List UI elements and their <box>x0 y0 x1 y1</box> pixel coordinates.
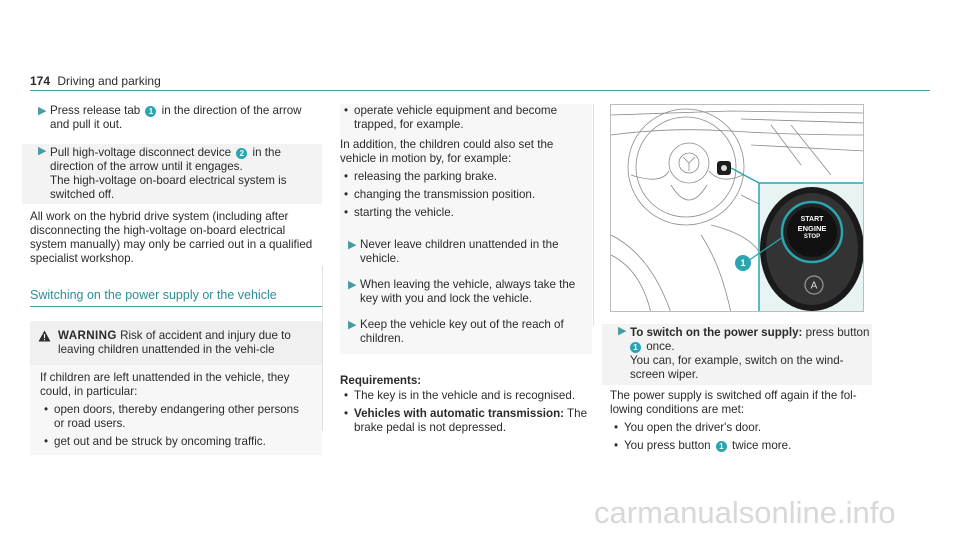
svg-text:A: A <box>810 280 818 292</box>
requirement-item: • The key is in the vehicle and is recognised. <box>340 389 592 403</box>
list-item: • open doors, thereby endangering other persons or road users. <box>40 403 312 431</box>
dashboard-illustration <box>611 105 864 312</box>
switch-off-paragraph: The power supply is switched off again if the fol-lowing conditions are met: <box>610 389 857 416</box>
warning-title: WARNING <box>58 329 117 342</box>
page-header <box>30 74 161 88</box>
marker-1-icon: 1 <box>630 342 641 353</box>
column-2-side-rule <box>593 104 594 326</box>
column-3 <box>610 324 872 453</box>
warning-triangle-icon <box>38 330 51 342</box>
step-pull-disconnect-device: ▶ Pull high-voltage disconnect device 2 in the direction of the arrow until it engages. The high-voltage on-board electrical system is switched off. <box>22 144 322 204</box>
requirement-item: • Vehicles with automatic transmission: The brake pedal is not depressed. <box>340 407 592 435</box>
page-number: 174 <box>30 74 51 88</box>
marker-1-icon: 1 <box>716 441 727 452</box>
list-item: • operate vehicle equipment and become trapped, for example. <box>340 104 592 132</box>
list-item: • get out and be struck by oncoming traffic. <box>40 435 312 449</box>
requirements-title: Requirements: <box>340 374 422 387</box>
section-rule <box>30 306 322 307</box>
step-arrow-icon: ▶ <box>348 319 357 331</box>
warning-side-rule <box>322 266 323 431</box>
motion-paragraph: In addition, the children could also set the vehicle in motion by, for example: <box>340 138 554 165</box>
figure-callout-1: 1 <box>740 258 746 268</box>
step-press-release-tab: ▶ Press release tab 1 in the direction of the arrow and pull it out. <box>38 104 302 131</box>
step-arrow-icon: ▶ <box>348 239 357 251</box>
warning-text: Risk of accident and injury due to leaving children unattended in the vehi-cle <box>58 329 291 356</box>
figure-start-button <box>610 104 864 312</box>
step-arrow-icon: ▶ <box>38 105 47 117</box>
section-name: Driving and parking <box>57 74 161 88</box>
warning-continued <box>340 104 592 354</box>
column-1 <box>30 104 322 455</box>
step-never-leave: ▶ Never leave children unattended in the vehicle. <box>348 238 559 265</box>
watermark: carmanualsonline.info <box>594 495 896 530</box>
step-arrow-icon: ▶ <box>348 279 357 291</box>
marker-1-icon: 1 <box>145 106 156 117</box>
marker-2-icon: 2 <box>236 148 247 159</box>
header-rule <box>30 90 930 91</box>
list-item: • starting the vehicle. <box>340 206 592 220</box>
section-title: Switching on the power supply or the vehicle <box>30 288 277 302</box>
warning-intro: If children are left unattended in the vehicle, they could, in particular: <box>40 371 290 398</box>
list-item: • releasing the parking brake. <box>340 170 592 184</box>
column-2 <box>340 104 592 435</box>
list-item: • changing the transmission position. <box>340 188 592 202</box>
warning-box <box>30 321 322 365</box>
step-switch-on-power: ▶ To switch on the power supply: press button 1 once. You can, for example, switch on the wind-screen wiper. <box>602 324 872 385</box>
workshop-paragraph: All work on the hybrid drive system (including after disconnecting the high-voltage on-board electrical system manually) may only be carried out in a qualified specialist workshop. <box>30 210 313 265</box>
warning-body <box>30 365 322 455</box>
step-arrow-icon: ▶ <box>618 325 627 337</box>
list-item: • You open the driver's door. <box>610 421 872 435</box>
start-engine-stop-button: START ENGINE STOP <box>797 216 827 240</box>
step-take-key: ▶ When leaving the vehicle, always take the key with you and lock the vehicle. <box>348 278 576 305</box>
step-arrow-icon: ▶ <box>38 145 47 157</box>
list-item: • You press button 1 twice more. <box>610 439 872 453</box>
step-keep-key: ▶ Keep the vehicle key out of the reach of children. <box>348 318 564 345</box>
